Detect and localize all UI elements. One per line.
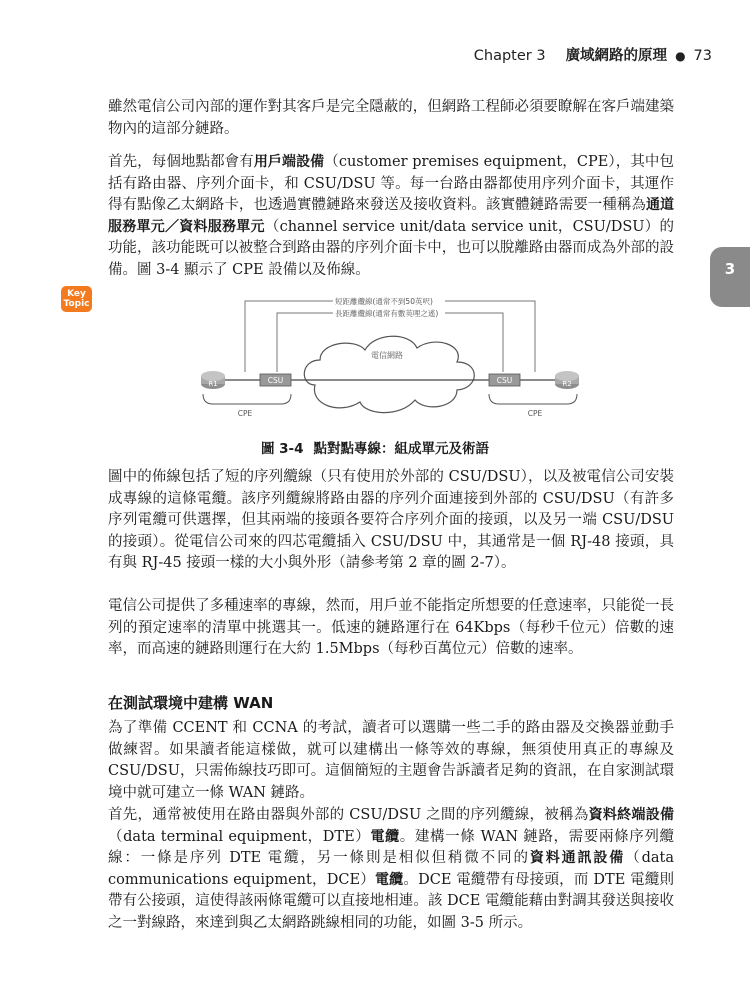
term-dte: 資料終端設備	[588, 807, 675, 823]
p2-t3: （channel service unit/data service unit，CSU/DSU）的功能，該功能既可以被整合到路由器的序列介面卡中，也可以脫離路由器而成為外部的設備。圖 3-4 顯示了 CPE 設備以及佈線。	[108, 218, 674, 278]
short-cable-label: 短距離纜線(通常不到50英呎)	[335, 297, 433, 306]
p6-t1: 首先，通常被使用在路由器與外部的 CSU/DSU 之間的序列纜線，被稱為	[108, 807, 589, 823]
cloud-label: 電信網路	[371, 351, 403, 360]
term-cable-1: 電纜	[370, 828, 400, 845]
cpe-bracket-left	[203, 394, 291, 404]
chapter-label: Chapter 3	[473, 48, 546, 64]
p6-t4: （data communications equipment，DCE）	[108, 850, 674, 888]
p6-t2: （data terminal equipment，DTE）	[108, 828, 371, 845]
csu-left-label: CSU	[267, 376, 284, 385]
caption-number: 圖 3-4	[260, 441, 304, 457]
section-heading: 在測試環境中建構 WAN	[108, 694, 274, 712]
cpe-bracket-right	[489, 394, 577, 404]
key-topic-line1: Key	[67, 289, 86, 299]
term-csu-dsu: 通道服務單元／資料服務單元	[108, 197, 675, 235]
key-topic-icon	[61, 286, 92, 312]
page-number: 73	[693, 48, 712, 64]
term-dce: 資料通訊設備	[529, 850, 626, 866]
p2-t1: 首先，每個地點都會有	[108, 154, 254, 170]
telco-cloud	[304, 336, 474, 412]
paragraph-2	[108, 152, 674, 281]
paragraph-4	[108, 596, 674, 661]
page-header	[474, 44, 712, 65]
cpe-left-label: CPE	[237, 409, 253, 418]
router-r2-label: R2	[562, 380, 572, 388]
paragraph-4-text: 電信公司提供了多種速率的專線，然而，用戶並不能指定所想要的任意速率，只能從一長列的預定速率的清單中挑選其一。低速的鏈路運行在 64Kbps（每秒千位元）倍數的速率，而高速的鏈路則運行在大約 1.5Mbps（每秒百萬位元）倍數的速率。	[108, 598, 674, 657]
paragraph-1-text: 雖然電信公司內部的運作對其客戶是完全隱蔽的，但網路工程師必須要瞭解在客戶端建築物內的這部分鏈路。	[108, 99, 674, 137]
router-r1-label: R1	[208, 380, 218, 388]
term-cpe: 用戶端設備	[253, 154, 325, 170]
cpe-right-label: CPE	[527, 409, 543, 418]
p6-t5: 。DCE 電纜帶有母接頭，而 DTE 電纜則帶有公接頭，這使得該兩條電纜可以直接地相連。該 DCE 電纜能藉由對調其發送與接收之一對線路，來達到與乙太網路跳線相同的功能，如圖 3-5 所示。	[108, 871, 675, 931]
figure-caption	[0, 437, 750, 457]
short-cable-leader-right	[445, 301, 535, 372]
csu-right-label: CSU	[496, 376, 513, 385]
paragraph-1	[108, 97, 674, 140]
chapter-title: 廣域網路的原理	[565, 48, 668, 64]
bullet-separator: ●	[675, 49, 686, 63]
paragraph-3-text: 圖中的佈線包括了短的序列纜線（只有使用於外部的 CSU/DSU），以及被電信公司安裝成專線的這條電纜。該序列纜線將路由器的序列介面連接到外部的 CSU/DSU（有許多序列電纜可供選擇，但其兩端的接頭各要符合序列介面的接頭，以及另一端 CSU/DSU 的接頭）。從電信公司來的四芯電纜插入 CSU/DSU 中，其通常是一個 RJ-48 接頭，具有與 RJ-45 接頭一樣的大小與外形（請參考第 2 章的圖 2-7）。	[108, 469, 674, 571]
key-topic-line2: Topic	[63, 299, 90, 309]
p6-t3: 。建構一條 WAN 鏈路，需要兩條序列纜線：一條是序列 DTE 電纜，另一條則是相似但稍微不同的	[108, 828, 674, 866]
chapter-tab: 3	[710, 247, 750, 307]
p2-t2: （customer premises equipment，CPE），其中包括有路由器、序列介面卡，和 CSU/DSU 等。每一台路由器都使用序列介面卡，其運作得有點像乙太網路卡，也透過實體鏈路來發送及接收資料。該實體鏈路需要一種稱為	[108, 154, 674, 213]
long-cable-label: 長距離纜線(通常有數英哩之遙)	[335, 309, 439, 318]
paragraph-5	[108, 718, 674, 804]
paragraph-5-text: 為了準備 CCENT 和 CCNA 的考試，讀者可以選購一些二手的路由器及交換器並動手做練習。如果讀者能這樣做，就可以建構出一條等效的專線，無須使用真正的專線及 CSU/DSU，只需佈線技巧即可。這個簡短的主題會告訴讀者足夠的資訊，在自家測試環境中就可建立一條 WAN 鏈路。	[108, 720, 674, 801]
paragraph-3	[108, 467, 674, 575]
term-cable-2: 電纜	[374, 871, 404, 888]
figure-3-4	[195, 290, 585, 430]
caption-text: 點對點專線：組成單元及術語	[313, 441, 490, 457]
paragraph-6	[108, 805, 674, 934]
